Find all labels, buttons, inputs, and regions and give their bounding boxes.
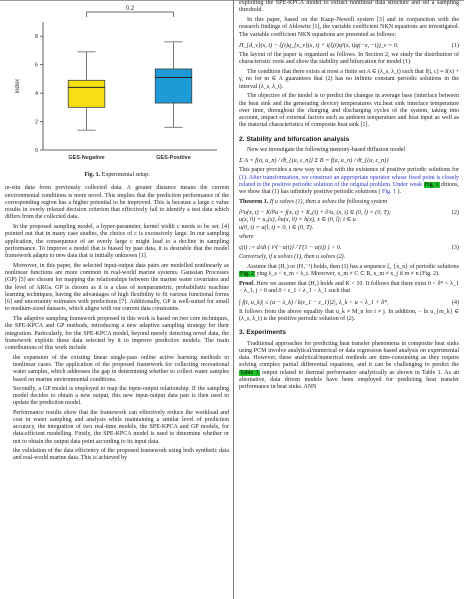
right-para-8: It follows from the above equality that u_k ≠ M_n for i ≠ j. In addition, − ln u_{m_k} ∈ (λ_s, λ_t) is the positive periodic solution of (2). — [239, 308, 459, 322]
x-category-label: GES-Negative — [68, 155, 105, 161]
right-para-0: exploiting the SPE-KPCA model to extract nonlinear data structure and set a sampling threshold. — [239, 0, 459, 14]
equation-1-body: Π_{d_v}(x, t) − ξ(t)q_{x_v}(x, t) + i(ξ(t)q²(x, t)q(−x, −t))_v = 0. — [239, 41, 399, 49]
significance-label: 0.2 — [125, 6, 135, 12]
proof — [239, 281, 459, 296]
para6-part-d: ). — [397, 189, 401, 195]
y-axis-label: index — [15, 78, 21, 94]
contribution-item: • Performance results show that the framework can effectively reduce the workload and cost in water sampling and analysis while maintaining a similar level of prediction accuracy, the integration of two real-time models, the SPE-KPCA and GP models, for data-efficient modelling. Firstly, the SPE-KPCA model is used to determine whether or not to obtain the output data point according to its input data. — [13, 410, 229, 446]
box-ges-positive — [155, 69, 192, 103]
contribution-item: • the expansion of the existing linear single-pass online active learning methods to nonlinear cases. The application of the proposed framework for collecting recreational water samples, which addresses the gap in determining whether to collect water samples based on marine environmental conditions. — [13, 355, 229, 384]
right-para-4: The objective of the model is to predict the changes in average base (interface between the heat sink and the generating device) temperatures viz.heat sink interface temperature over time, throughout the charging and discharging cycles of the system, taking into account, impact of external factors such as ambient temperature and heat input as well as the material characteristics of composite heat sink [1]. — [239, 93, 459, 129]
equation-3-number: (3) — [451, 244, 459, 251]
equation-1-number: (1) — [451, 41, 459, 49]
right-para-2: The layout of the paper is organized as follows. In Section 2, we study the distribution of characteristic roots and show the stability and bifurcation for model (1). — [239, 52, 459, 66]
contribution-item: • the validation of the data efficiency of the proposed framework using both synthetic data and real-world marine data. This is achieved by — [13, 448, 229, 463]
equation-2-number: (2) — [451, 209, 459, 216]
section-3-heading: 3. Experiments — [239, 329, 286, 337]
y-tick-label: 4 — [34, 91, 38, 98]
right-para-9 — [239, 341, 459, 392]
theorem-1 — [239, 199, 459, 206]
fig-ref-link[interactable]: Fig. 1 — [381, 189, 396, 195]
para6-part-a: This paper provides a new way to deal with the existence of positive periodic solutions for — [239, 167, 459, 174]
theorem-1-text: If u solves (1), then u solves the following system — [269, 198, 388, 205]
equation-sums — [239, 157, 459, 164]
caption-text: Experimental setup. — [101, 172, 150, 178]
proof-title: Proof. — [239, 281, 255, 287]
boxplot-svg — [5, 0, 229, 170]
right-column — [239, 0, 459, 394]
equation-1 — [239, 42, 459, 49]
proof-text: Here we assume that (H₁) holds and K < 10. It follows that there exist 0 < δ* < λ_1 − λ_1, j > 0 and 0 < ε_1 < λ_1 − λ_1 such that — [239, 281, 459, 295]
right-para-1: In this paper, based on the Kaup–Newell system [3] and in conjunction with the research findings of Ablowitz [1], the variable coefficient NKN equations are investigated. The variable coefficient NKN equations are presented as follows: — [239, 17, 459, 38]
box-ges-negative — [68, 80, 105, 107]
right-para-3: The condition that there exists at most a finite set A ∈ (λ_s, λ_t) such that f(t, c) ≡ f(x) + γ, no for m ∈ A guarantees that (2) has no infinite constant periodic solutions in the interval (λ_s, λ_t). — [239, 69, 459, 90]
contributions-list — [5, 355, 229, 463]
converse-text: Conversely, if u solves (1), then u solves (2). — [239, 254, 346, 261]
para6-part-b: (1). After transformation, we construct an appropriate operator whose fixed point is closely related to the positive periodic solution of the original problem. Under weak — [239, 174, 459, 188]
equation-2 — [239, 209, 459, 231]
figure-chart — [5, 0, 229, 170]
y-tick-label: 2 — [34, 119, 38, 126]
equation-4-number: (4) — [451, 298, 459, 306]
converse-line — [239, 254, 459, 261]
equation-sums-body: Σ A = f(a, u_n) / ϑt_{(a, ε_n)} Σ B = f(a, u_n) / ϑt_{(a, ε_n)} — [239, 157, 389, 164]
equation-2-line-b: u(x, 0) = u₀(x), ∂u(x, 0) = h(x), x ∈ (0, l); t ∈ u — [239, 216, 356, 224]
right-para-5: Now we investigate the following memory-based diffusion model — [247, 146, 406, 153]
equation-3-body: ς(t) := d/dt ( t^{−α(t)} / Γ(1 − α(t)) ) > 0. — [239, 244, 342, 251]
y-tick-label: 0 — [34, 148, 38, 154]
para6-part-c: ditions, we show that (1) has infinitely positive periodic solutions ( — [239, 181, 459, 195]
figure-caption — [5, 172, 229, 179]
para9-part-b: output related to thermal performance analytically as shown in Table 1. As an alternative, data driven models have been employed for predicting heat transfer performance in heat sinks. ANN — [239, 369, 459, 390]
equation-4-body: ∫ f(t, u_k)| ≤ (u − λ_k) / k(ε_1 − ε_1)|2|, λ_k < u < λ_1 + δ*, — [239, 298, 389, 306]
fig2-ref-highlight[interactable]: Fig. 2 — [240, 271, 255, 278]
left-para-4: The adaptive sampling framework proposed in this work is based on two core techniques, the SPE-KPCA and GP methods, introducing a new adaptive sampling strategy for their integration. Particularly, for the SPE-KPCA model, beyond merely detecting novel data, the framework exploits these data selected by it to improve predictive models. The main contributions of this work include — [5, 316, 229, 351]
left-column — [5, 0, 229, 464]
where-label — [239, 234, 459, 241]
para7-part-b: ying λ_s < x_m < λ_t. Moreover, x_m ≠ C ⊂ R, x_m ≠ x_j if m ≠ n (Fig. 2). — [256, 271, 440, 278]
equation-3 — [239, 244, 459, 251]
para9-part-a: Traditional approaches for predicting heat transfer phenomena in composite heat sinks using PCM involve analytical/numerical or data regression based analysis on experimental data. However, these analytical/numerical methods are time-consuming as they require solving complex partial differential equations, and it can be challenging to predict the — [239, 340, 459, 369]
right-para-6 — [239, 167, 459, 196]
y-tick-label: 6 — [34, 62, 38, 69]
left-para-1: in-situ data from previously collected data. A greater distance means the current environmental conditions is more novel. This implies that the prediction performance of the corresponding region has a higher potential to be improved. This is because a large c value results in overly relaxed decision criterion that effectively fail to identify a test data which differs from the collected data. — [5, 185, 229, 221]
theorem-1-title: Theorem 1. — [239, 198, 269, 205]
equation-4 — [239, 299, 459, 306]
caption-label: Fig. 1. — [84, 172, 101, 178]
y-tick-label: 8 — [34, 34, 38, 41]
contribution-item: • Secondly, a GP model is employed to map the input-output relationship. If the sampling model decides to obtain a new output, this new input-output data pair is then used to update the prediction model. — [13, 386, 229, 408]
equation-2-lines — [239, 209, 391, 231]
column-divider — [233, 0, 234, 599]
equation-2-line-c: u(0, t) = u(l, t) = 0, t ∈ (0, T). — [239, 223, 314, 231]
x-category-label: GES-Positive — [156, 155, 191, 161]
fig-ref-highlight[interactable]: Fig. 1 — [424, 181, 439, 188]
left-para-2: In the proposed sampling model, a hyper-parameter, kernel width c needs to be set. [4] pointed out that in many case studies, the choice of c is excessively large. In our sampling application, the consequence of an overly large c might lead to a decline in sampling performance. To improve a model that is biased by past data, it is desirable that the model framework adapts to new data that is initially unknown [1]. — [5, 224, 229, 259]
right-para-7 — [239, 264, 459, 279]
para7-part-a: Assume that (H₁) or (H₁⁻¹) holds, then (1) has a sequence ξ₁ {x_n} of periodic solutions — [247, 264, 459, 270]
equation-2-line-a: ∂²u(x, t) − Kϑ²u = f(x, t) + K₂(t) + ∂²u, (x, t) ∈ (0, l) × (0, T); — [239, 209, 391, 216]
left-para-3: Moreover, in this paper, the selected input-output data pairs are modelled nonlinearly as nonlinear functions are more common in real-world marine systems. Gaussian Processes (GP) [5] are chosen for mapping the relationships between the marine water covariates and the level of ARGs. GP is chosen as it is a class of nonparametric, probabilistic machine learning techniques, having the advantages of high flexibility to fit various functional forms [6] and uncertainty estimates with predictions [7]. Additionally, GP is well-suited for small to medium-sized datasets, which aligns with our current data constraints. — [5, 262, 229, 313]
section-2-heading: 2. Stability and bifurcation analysis — [239, 135, 350, 143]
where-text: where — [239, 233, 254, 240]
table1-ref-highlight[interactable]: Table 1 — [240, 369, 259, 376]
